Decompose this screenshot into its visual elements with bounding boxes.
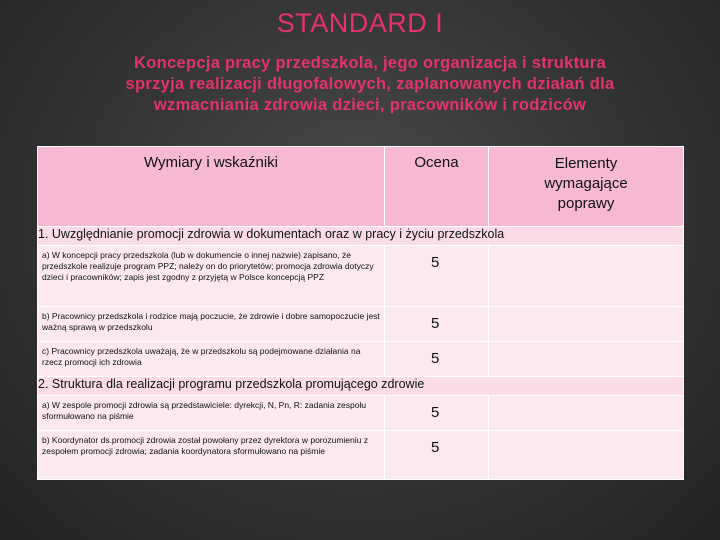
criterion-text: b) Koordynator ds.promocji zdrowia został powołany przez dyrektora w porozumieniu z zespołem promocji zdrowia; zadania koordynatora sformułowano na piśmie	[38, 431, 385, 480]
table-row	[38, 307, 684, 342]
criterion-text: b) Pracownicy przedszkola i rodzice mają poczucie, że zdrowie i dobre samopoczucie jest ważną sprawą w przedszkolu	[38, 307, 385, 342]
header-improvements-line: wymagające	[544, 175, 628, 192]
table-row	[38, 342, 684, 377]
improvement-cell	[489, 307, 684, 342]
header-improvements-line: Elementy	[554, 155, 618, 172]
improvement-cell	[489, 431, 684, 480]
subtitle-line: Koncepcja pracy przedszkola, jego organizacja i struktura	[134, 54, 606, 72]
improvement-cell	[489, 246, 684, 307]
header-rating: Ocena	[385, 147, 489, 227]
subtitle-line: wzmacniania zdrowia dzieci, pracowników i rodziców	[153, 96, 587, 114]
table-header-row	[38, 147, 684, 227]
header-improvements	[489, 147, 684, 227]
slide-subtitle	[70, 53, 670, 116]
rating-value: 5	[385, 396, 489, 431]
assessment-table	[37, 146, 684, 480]
criterion-text: a) W koncepcji pracy przedszkola (lub w dokumencie o innej nazwie) zapisano, że przedszkole realizuje program PPZ; należy on do priorytetów; promocja zdrowia dotyczy dzieci i pracowników; zapis jest zgodny z przyjętą w Polsce koncepcją PPZ	[38, 246, 385, 307]
table-row	[38, 246, 684, 307]
rating-value: 5	[385, 342, 489, 377]
subtitle-line: sprzyja realizacji długofalowych, zaplanowanych działań dla	[125, 75, 615, 93]
rating-value: 5	[385, 246, 489, 307]
rating-value: 5	[385, 307, 489, 342]
section-heading-row	[38, 227, 684, 246]
criterion-text: a) W zespole promocji zdrowia są przedstawiciele: dyrekcji, N, Pn, R: zadania zespołu sformułowano na piśmie	[38, 396, 385, 431]
rating-value: 5	[385, 431, 489, 480]
improvement-cell	[489, 396, 684, 431]
improvement-cell	[489, 342, 684, 377]
header-dimensions: Wymiary i wskaźniki	[38, 147, 385, 227]
criterion-text: c) Pracownicy przedszkola uważają, że w przedszkolu są podejmowane działania na rzecz promocji ich zdrowia	[38, 342, 385, 377]
section-heading-row	[38, 377, 684, 396]
slide-title: STANDARD I	[276, 8, 444, 38]
table-row	[38, 396, 684, 431]
table-row	[38, 431, 684, 480]
section-heading: 1. Uwzględnianie promocji zdrowia w dokumentach oraz w pracy i życiu przedszkola	[38, 227, 684, 246]
header-improvements-line: poprawy	[557, 195, 615, 212]
section-heading: 2. Struktura dla realizacji programu przedszkola promującego zdrowie	[38, 377, 684, 396]
